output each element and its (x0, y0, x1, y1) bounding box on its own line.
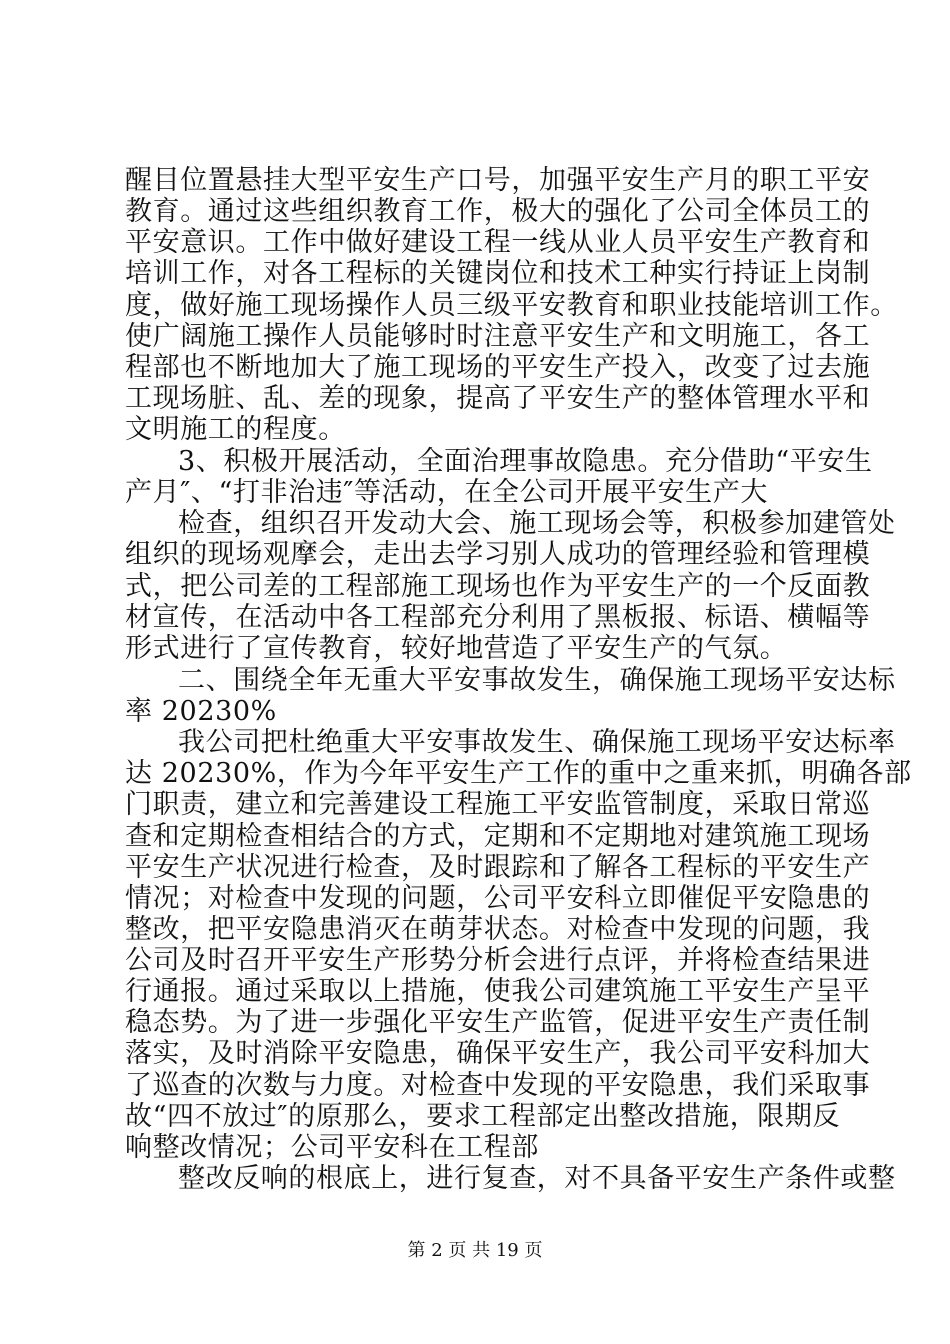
body-line-8: 工现场脏、乱、差的现象，提高了平安生产的整体管理水平和 (125, 383, 871, 414)
body-line-9: 文明施工的程度。 (125, 414, 346, 445)
body-line-12: 检查，组织召开发动大会、施工现场会等，积极参加建管处 (178, 508, 896, 539)
body-line-23: 平安生产状况进行检查，及时跟踪和了解各工程标的平安生产 (125, 852, 871, 883)
body-line-5: 度，做好施工现场操作人员三级平安教育和职业技能培训工作。 (125, 290, 898, 321)
body-line-15: 材宣传，在活动中各工程部充分利用了黑板报、标语、横幅等 (125, 602, 871, 633)
body-line-30: 了巡查的次数与力度。对检查中发现的平安隐患，我们采取事 (125, 1070, 871, 1101)
section-heading-line-2: 率 20230% (125, 696, 277, 727)
body-line-2: 教育。通过这些组织教育工作，极大的强化了公司全体员工的 (125, 196, 871, 227)
body-line-16: 形式进行了宣传教育，较好地营造了平安生产的气氛。 (125, 633, 788, 664)
body-line-10: 3、积极开展活动，全面治理事故隐患。充分借助“平安生 (178, 446, 873, 477)
body-line-31: 故“四不放过″的原那么，要求工程部定出整改措施，限期反 (125, 1101, 841, 1132)
body-line-29: 落实，及时消除平安隐患，确保平安生产，我公司平安科加大 (125, 1038, 871, 1069)
body-line-6: 使广阔施工操作人员能够时时注意平安生产和文明施工，各工 (125, 321, 871, 352)
body-line-7: 程部也不断地加大了施工现场的平安生产投入，改变了过去施 (125, 352, 871, 383)
body-line-11: 产月″、“打非治违″等活动，在全公司开展平安生产大 (125, 477, 768, 508)
body-line-32: 响整改情况；公司平安科在工程部 (125, 1132, 539, 1163)
body-line-13: 组织的现场观摩会，走出去学习别人成功的管理经验和管理模 (125, 539, 871, 570)
body-line-28: 稳态势。为了进一步强化平安生产监管，促进平安生产责任制 (125, 1007, 871, 1038)
body-line-26: 公司及时召开平安生产形势分析会进行点评，并将检查结果进 (125, 945, 871, 976)
body-line-20: 达 20230%，作为今年平安生产工作的重中之重来抓，明确各部 (125, 758, 912, 789)
body-line-22: 查和定期检查相结合的方式，定期和不定期地对建筑施工现场 (125, 821, 871, 852)
body-line-21: 门职责，建立和完善建设工程施工平安监管制度，采取日常巡 (125, 789, 871, 820)
body-line-27: 行通报。通过采取以上措施，使我公司建筑施工平安生产呈平 (125, 976, 871, 1007)
body-line-25: 整改，把平安隐患消灭在萌芽状态。对检查中发现的问题，我 (125, 914, 871, 945)
body-line-33: 整改反响的根底上，进行复查，对不具备平安生产条件或整 (178, 1163, 896, 1194)
page-number-footer: 第 2 页 共 19 页 (407, 1240, 543, 1261)
body-line-4: 培训工作，对各工程标的关键岗位和技术工种实行持证上岗制 (125, 258, 871, 289)
body-line-24: 情况；对检查中发现的问题，公司平安科立即催促平安隐患的 (125, 883, 871, 914)
body-line-19: 我公司把杜绝重大平安事故发生、确保施工现场平安达标率 (178, 727, 896, 758)
body-line-3: 平安意识。工作中做好建设工程一线从业人员平安生产教育和 (125, 227, 871, 258)
body-line-14: 式，把公司差的工程部施工现场也作为平安生产的一个反面教 (125, 571, 871, 602)
section-heading-line-1: 二、围绕全年无重大平安事故发生，确保施工现场平安达标 (178, 665, 896, 696)
body-line-1: 醒目位置悬挂大型平安生产口号，加强平安生产月的职工平安 (125, 165, 871, 196)
